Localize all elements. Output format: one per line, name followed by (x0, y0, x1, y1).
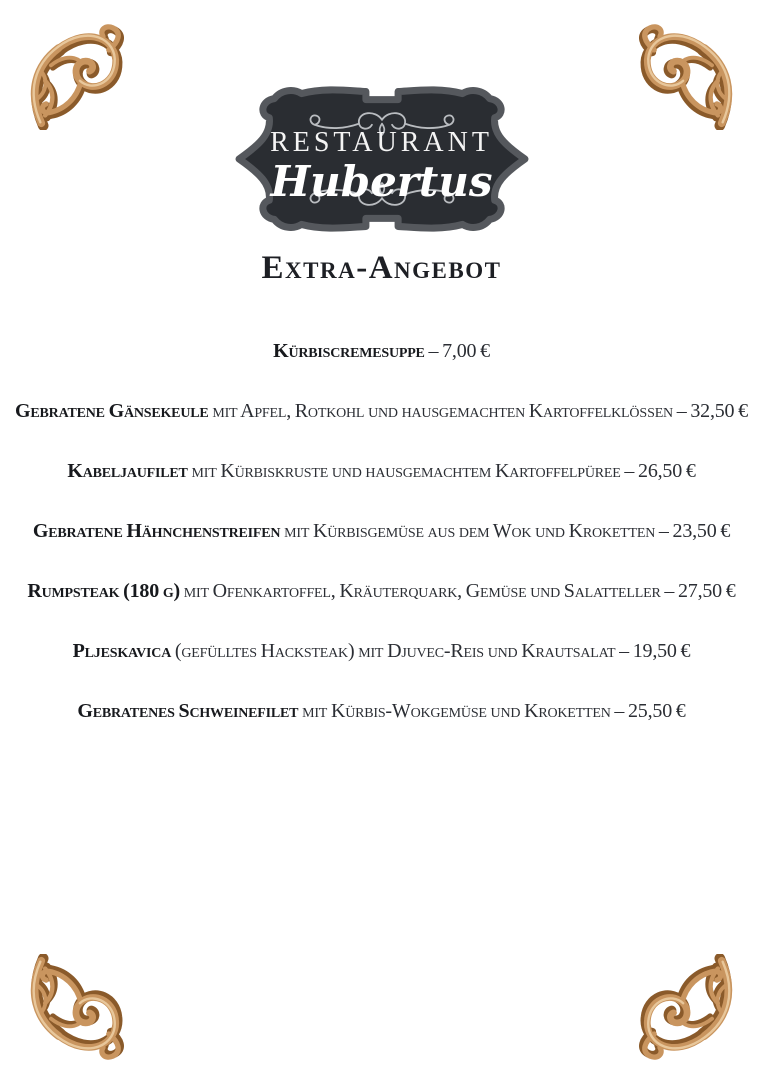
dish-name: Kürbiscremesuppe (273, 340, 425, 362)
menu-item (11, 692, 753, 730)
menu-item (11, 452, 753, 490)
menu-item (11, 572, 753, 610)
logo-name-text: Hubertus (270, 157, 493, 206)
dish-details: (gefülltes Hacksteak) mit Djuvec-Reis und Krautsalat – 19,50 € (171, 640, 691, 662)
corner-ornament-top-right-icon (633, 20, 741, 130)
dish-details: – 7,00 € (424, 340, 490, 362)
dish-name: Kabeljaufilet (67, 460, 188, 482)
dish-details: mit Apfel, Rotkohl und hausgemachten Kartoffelklößen – 32,50 € (208, 400, 748, 422)
dish-name: Gebratene Gänsekeule (15, 400, 209, 422)
menu-item (11, 632, 753, 670)
page-title: Extra-Angebot (261, 250, 502, 286)
corner-ornament-top-left-icon (22, 20, 130, 130)
dish-name: Gebratenes Schweinefilet (77, 700, 299, 722)
corner-ornament-bottom-right-icon (633, 954, 741, 1064)
corner-ornament-bottom-left-icon (22, 954, 130, 1064)
dish-name: Pljeskavica (72, 640, 172, 662)
menu-list (11, 332, 753, 752)
dish-name: Gebratene Hähnchenstreifen (32, 520, 281, 542)
logo-restaurant-text: RESTAURANT (270, 127, 493, 158)
menu-item (11, 512, 753, 550)
dish-details: mit Kürbis-Wokgemüse und Kroketten – 25,50 € (298, 700, 686, 722)
dish-name: Rumpsteak (180 g) (27, 580, 180, 602)
menu-item (11, 392, 753, 430)
dish-details: mit Kürbisgemüse aus dem Wok und Kroketten – 23,50 € (280, 520, 731, 542)
logo-badge (231, 83, 533, 235)
dish-details: mit Ofenkartoffel, Kräuterquark, Gemüse und Salatteller – 27,50 € (179, 580, 736, 602)
menu-item (11, 332, 753, 370)
dish-details: mit Kürbiskruste und hausgemachtem Kartoffelpüree – 26,50 € (187, 460, 696, 482)
